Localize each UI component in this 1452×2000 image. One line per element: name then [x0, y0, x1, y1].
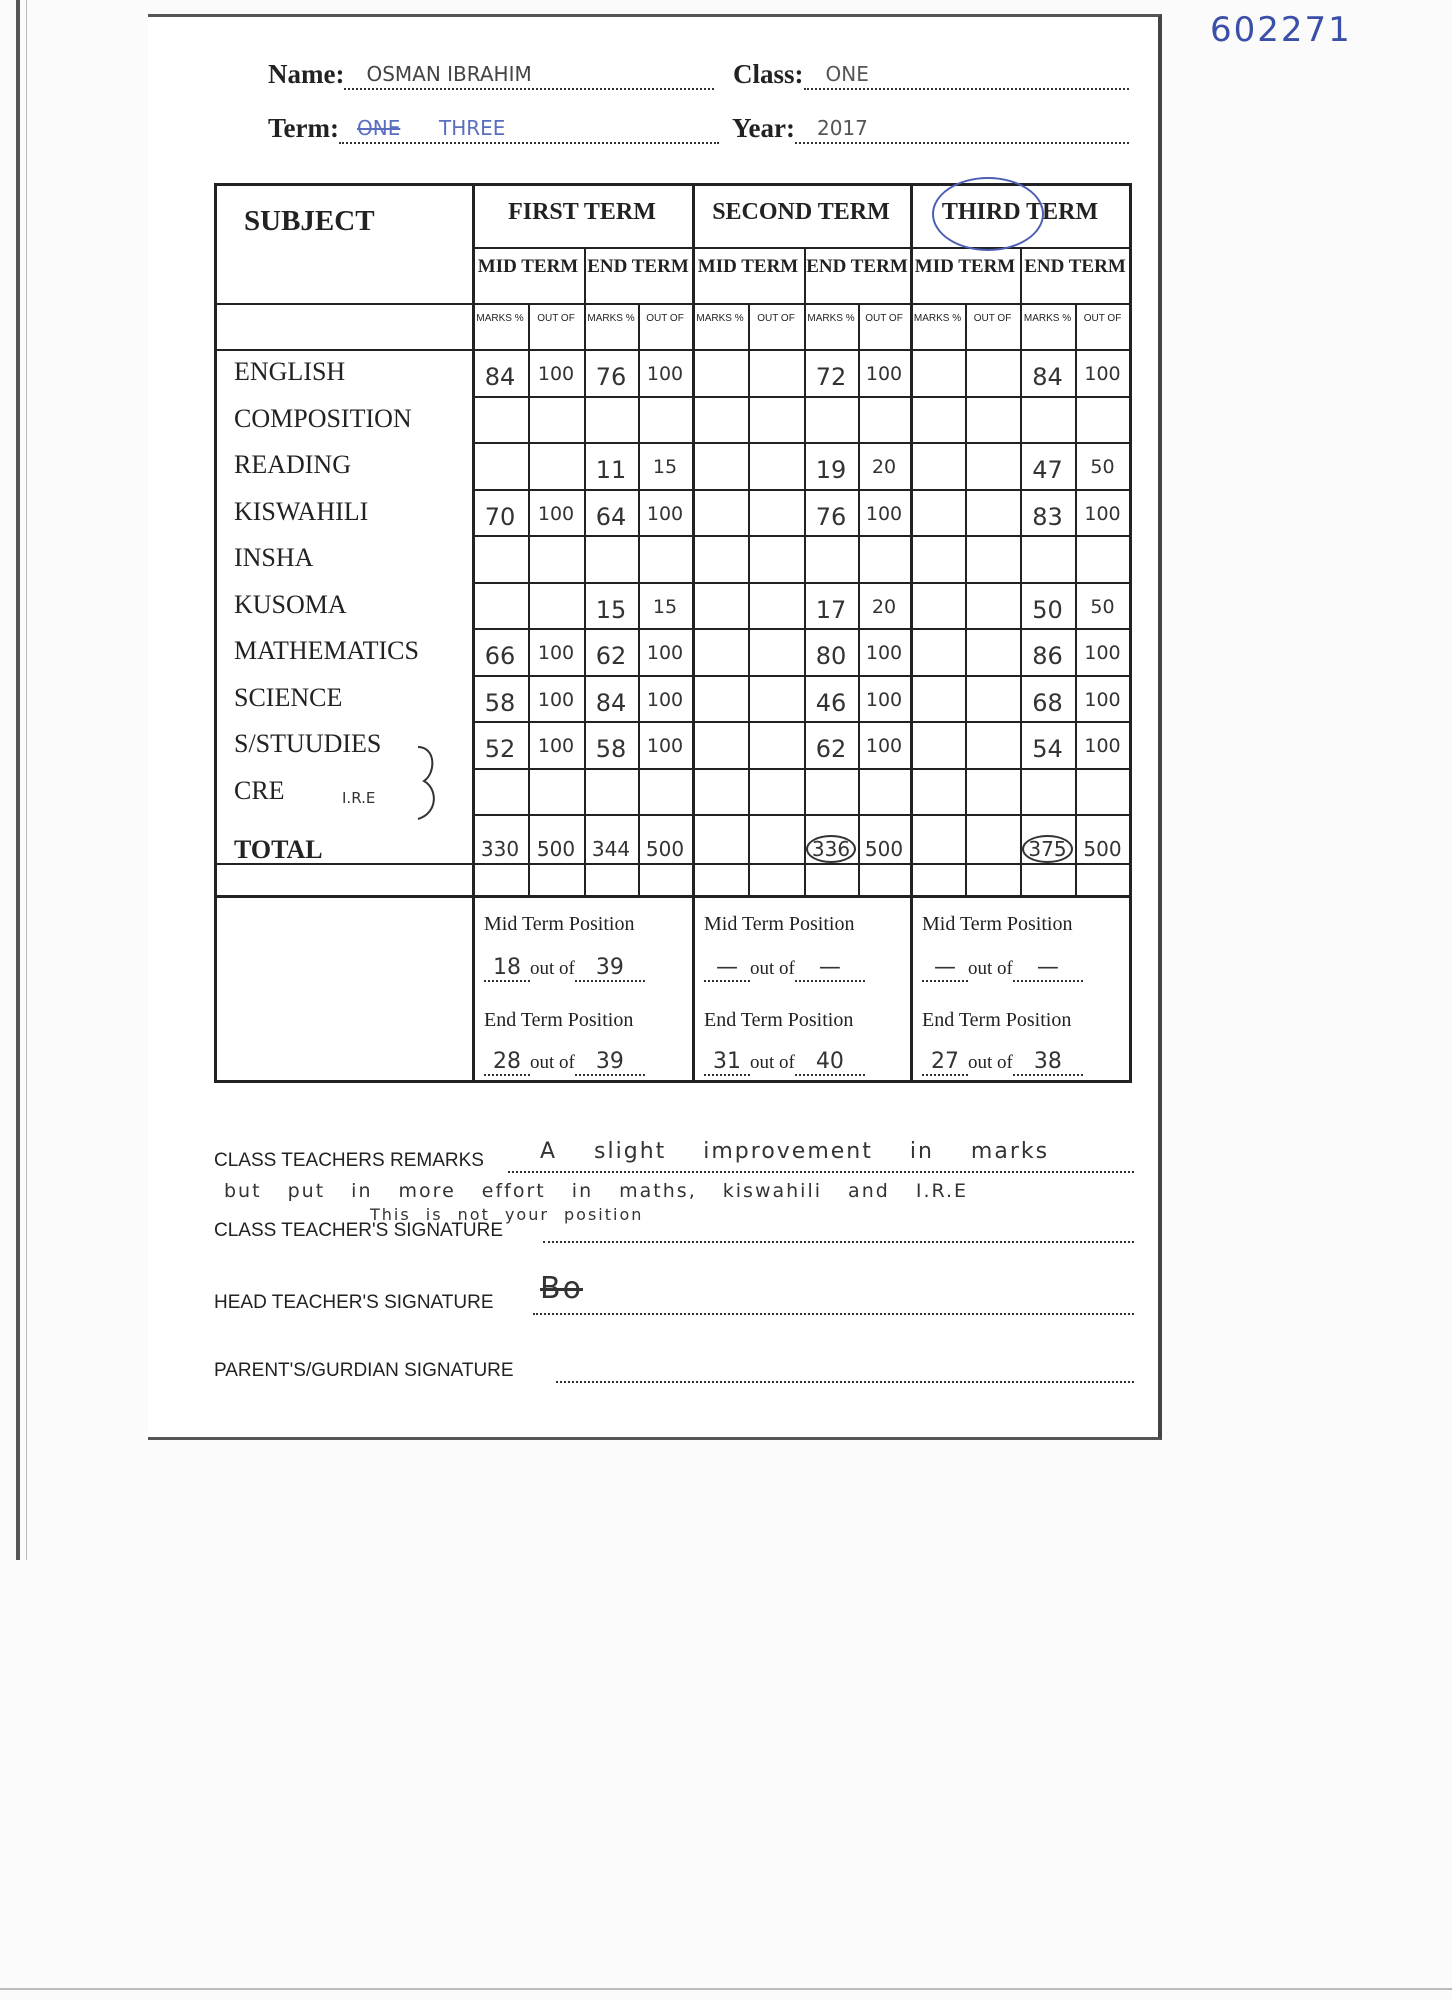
t3-mid-term-header: MID TERM: [914, 256, 1016, 277]
total-label: TOTAL: [234, 835, 323, 864]
col-divider-t2-mid-outof: [748, 303, 750, 897]
t2-mid-marks-header: MARKS %: [696, 313, 744, 324]
mark-cell: 100: [865, 363, 903, 385]
name-value: OSMAN IBRAHIM: [366, 62, 532, 86]
t2-end-outof-header: OUT OF: [865, 313, 903, 324]
head-teacher-signature: Bo: [540, 1271, 583, 1306]
mid-term-position-line: [922, 955, 1083, 982]
t3-end-outof-header: OUT OF: [1083, 313, 1122, 324]
end-term-position-line: [704, 1049, 865, 1076]
t1-end-term-header: END TERM: [587, 256, 689, 277]
table-border-bottom: [214, 1080, 1132, 1083]
mark-cell: 100: [1084, 363, 1121, 385]
position-value: 27: [922, 1049, 968, 1076]
mark-cell: 100: [646, 735, 684, 757]
term-value: THREE: [438, 116, 506, 140]
mark-cell: 50: [1090, 595, 1115, 618]
position-total: 38: [1013, 1049, 1083, 1076]
total-cell-wrapper: [528, 837, 584, 861]
subject-reading: READING: [234, 450, 351, 479]
mark-cell: 54: [1032, 735, 1063, 763]
total-cell: 336: [806, 835, 856, 863]
position-value: —: [922, 955, 968, 982]
term-label: Term:: [268, 113, 339, 143]
mark-cell: 100: [537, 502, 575, 525]
scan-bottom-edge: [0, 1988, 1452, 1990]
mark-cell: 66: [484, 642, 516, 670]
mark-cell: 52: [484, 735, 516, 763]
mark-cell: 100: [1084, 642, 1121, 664]
mark-cell: 64: [595, 502, 627, 531]
end-term-position-line: [922, 1049, 1083, 1076]
year-value: 2017: [816, 116, 868, 140]
t1-end-marks-header: MARKS %: [587, 313, 635, 324]
end-term-position-line: [484, 1049, 645, 1076]
mark-cell: 83: [1032, 502, 1063, 531]
report-card: [148, 14, 1162, 1440]
subject-english: ENGLISH: [234, 357, 346, 386]
col-divider-t1-mid-outof: [528, 303, 530, 897]
scan-edge-shadow: [26, 0, 27, 1560]
row-line-2: [472, 442, 1132, 444]
t2-mid-term-header: MID TERM: [697, 256, 799, 277]
table-border-left: [214, 183, 217, 1083]
remark-text-line3: This is not your position: [370, 1205, 644, 1224]
corner-id-number: 602271: [1210, 10, 1352, 50]
subject-science: SCIENCE: [234, 682, 343, 712]
subject-cre: CRE: [234, 775, 285, 805]
row-line-1: [472, 396, 1132, 398]
class-label: Class:: [733, 59, 804, 89]
term-field: [339, 116, 719, 144]
total-cell: 344: [591, 837, 631, 861]
position-total: 39: [575, 955, 645, 982]
col-divider-t3-mid-outof: [965, 303, 967, 897]
marks-table: [214, 183, 1132, 1083]
class-teacher-remarks-label: CLASS TEACHERS REMARKS: [214, 1150, 484, 1171]
mark-cell: 100: [865, 642, 903, 664]
name-field: [344, 62, 714, 90]
mark-cell: 19: [815, 456, 847, 484]
total-cell-wrapper: [472, 837, 528, 861]
subject-header: SUBJECT: [244, 205, 375, 237]
total-cell-wrapper: [858, 837, 910, 861]
row-line-7: [472, 675, 1132, 677]
total-cell: 500: [1083, 837, 1122, 861]
row-line-marks-header: [214, 349, 1132, 351]
out-of-word: out of: [530, 1052, 575, 1073]
mark-cell: 100: [646, 363, 684, 385]
t3-end-marks-header: MARKS %: [1023, 313, 1072, 324]
mark-cell: 47: [1032, 456, 1063, 484]
mid-term-position-label: Mid Term Position: [922, 913, 1073, 935]
mark-cell: 62: [815, 735, 847, 763]
mark-cell: 100: [537, 688, 575, 711]
mark-cell: 15: [595, 595, 627, 624]
row-line-6: [472, 628, 1132, 630]
mark-cell: 58: [595, 735, 627, 763]
out-of-word: out of: [750, 1052, 795, 1073]
mark-cell: 15: [652, 595, 678, 618]
total-cell-wrapper: [1075, 837, 1130, 861]
mark-cell: 20: [871, 456, 897, 478]
position-total: 40: [795, 1049, 865, 1076]
mark-cell: 100: [865, 502, 903, 525]
row-line-10: [472, 814, 1132, 816]
mark-cell: 84: [595, 688, 627, 717]
remark-text-line1: A slight improvement in marks: [540, 1139, 1050, 1164]
mid-term-position-label: Mid Term Position: [484, 913, 635, 935]
position-value: 28: [484, 1049, 530, 1076]
term-row: [268, 113, 719, 144]
mark-cell: 20: [871, 595, 897, 618]
year-field: [795, 116, 1129, 144]
mark-cell: 46: [815, 688, 847, 717]
second-term-header: SECOND TERM: [712, 199, 890, 225]
total-cell-wrapper: [638, 837, 692, 861]
mark-cell: 50: [1032, 595, 1063, 624]
year-row: [732, 113, 1129, 144]
cre-note: I.R.E: [342, 789, 376, 807]
t2-end-term-header: END TERM: [806, 256, 908, 277]
col-divider-t1-mid-end: [584, 247, 586, 897]
out-of-word: out of: [750, 958, 795, 979]
mid-term-position-line: [704, 955, 865, 982]
third-term-circle: [932, 177, 1044, 251]
t1-end-outof-header: OUT OF: [646, 313, 684, 324]
out-of-word: out of: [968, 958, 1013, 979]
mark-cell: 76: [815, 502, 847, 531]
position-value: 31: [704, 1049, 750, 1076]
mark-cell: 100: [1084, 502, 1121, 525]
row-line-9: [472, 768, 1132, 770]
subject-mathematics: MATHEMATICS: [234, 636, 419, 665]
mark-cell: 58: [484, 688, 516, 717]
row-line-total-top: [214, 863, 1132, 865]
t3-end-term-header: END TERM: [1024, 256, 1126, 277]
mark-cell: 100: [865, 688, 903, 711]
row-line-3: [472, 489, 1132, 491]
first-term-header: FIRST TERM: [508, 199, 656, 225]
mark-cell: 17: [815, 595, 847, 624]
position-total: —: [1013, 955, 1083, 982]
mark-cell: 100: [537, 642, 575, 664]
total-cell-wrapper: [584, 837, 638, 861]
subject-kusoma: KUSOMA: [234, 589, 347, 619]
mark-cell: 100: [537, 363, 575, 385]
t3-mid-outof-header: OUT OF: [973, 313, 1012, 324]
subject-insha: INSHA: [234, 543, 314, 572]
end-term-position-label: End Term Position: [704, 1009, 854, 1031]
mark-cell: 100: [1084, 688, 1121, 711]
total-cell: 500: [536, 837, 576, 861]
class-row: [733, 59, 1129, 90]
mark-cell: 11: [595, 456, 627, 484]
class-value: ONE: [825, 62, 869, 86]
mark-cell: 84: [1032, 363, 1063, 391]
col-divider-t3-mid-end: [1020, 247, 1022, 897]
mark-cell: 80: [815, 642, 847, 670]
class-teacher-signature-label: CLASS TEACHER'S SIGNATURE: [214, 1220, 504, 1241]
term-struck: ONE: [356, 116, 401, 140]
parent-signature-line: [556, 1379, 1134, 1383]
remarks-line-1: [508, 1169, 1134, 1173]
mark-cell: 50: [1090, 456, 1115, 478]
name-row: [268, 59, 714, 90]
remark-text-line2: but put in more effort in maths, kiswahili and I.R.E: [224, 1180, 969, 1202]
mark-cell: 100: [646, 642, 684, 664]
mark-cell: 70: [484, 502, 516, 531]
out-of-word: out of: [530, 958, 575, 979]
position-total: —: [795, 955, 865, 982]
head-teacher-signature-line: [533, 1311, 1134, 1315]
t1-mid-outof-header: OUT OF: [537, 313, 575, 324]
mark-cell: 100: [646, 502, 684, 525]
scan-edge: [16, 0, 20, 1560]
row-line-5: [472, 582, 1132, 584]
class-teacher-signature-line: [543, 1239, 1134, 1243]
end-term-position-label: End Term Position: [484, 1009, 634, 1031]
mark-cell: 100: [646, 688, 684, 711]
mid-term-position-line: [484, 955, 645, 982]
t1-mid-marks-header: MARKS %: [476, 313, 524, 324]
class-field: [804, 62, 1129, 90]
name-label: Name:: [268, 59, 345, 89]
position-value: 18: [484, 955, 530, 982]
subject-sstuudies: S/STUUDIES: [234, 729, 382, 758]
t1-mid-term-header: MID TERM: [477, 256, 579, 277]
position-value: —: [704, 955, 750, 982]
out-of-word: out of: [968, 1052, 1013, 1073]
row-line-4: [472, 535, 1132, 537]
mark-cell: 100: [865, 735, 903, 757]
t2-mid-outof-header: OUT OF: [757, 313, 795, 324]
row-line-8: [472, 721, 1132, 723]
third-term-header: THIRD TERM: [941, 199, 1099, 225]
mark-cell: 72: [815, 363, 847, 391]
mark-cell: 100: [537, 735, 575, 757]
subject-kiswahili: KISWAHILI: [234, 496, 369, 526]
head-teacher-signature-label: HEAD TEACHER'S SIGNATURE: [214, 1292, 494, 1313]
mark-cell: 86: [1032, 642, 1063, 670]
total-cell-wrapper: [1020, 837, 1075, 861]
row-line-total-bottom: [214, 895, 1132, 898]
mark-cell: 62: [595, 642, 627, 670]
mark-cell: 76: [595, 363, 627, 391]
mid-term-position-label: Mid Term Position: [704, 913, 855, 935]
total-cell: 500: [864, 837, 904, 861]
end-term-position-label: End Term Position: [922, 1009, 1072, 1031]
position-total: 39: [575, 1049, 645, 1076]
subject-composition: COMPOSITION: [234, 403, 412, 433]
t3-mid-marks-header: MARKS %: [913, 313, 962, 324]
mark-cell: 15: [652, 456, 678, 478]
mark-cell: 68: [1032, 688, 1063, 717]
mark-cell: 84: [484, 363, 516, 391]
total-cell: 330: [480, 837, 520, 861]
cre-bracket-mark: [414, 743, 444, 823]
t2-end-marks-header: MARKS %: [807, 313, 855, 324]
row-line-term-header: [472, 247, 1132, 249]
total-cell-wrapper: [804, 837, 858, 861]
parent-signature-label: PARENT'S/GURDIAN SIGNATURE: [214, 1360, 514, 1381]
col-divider-t2-mid-end: [804, 247, 806, 897]
row-line-subheader: [214, 303, 1132, 305]
total-cell: 375: [1022, 835, 1072, 863]
year-label: Year:: [732, 113, 795, 143]
total-cell: 500: [645, 837, 685, 861]
mark-cell: 100: [1084, 735, 1121, 757]
